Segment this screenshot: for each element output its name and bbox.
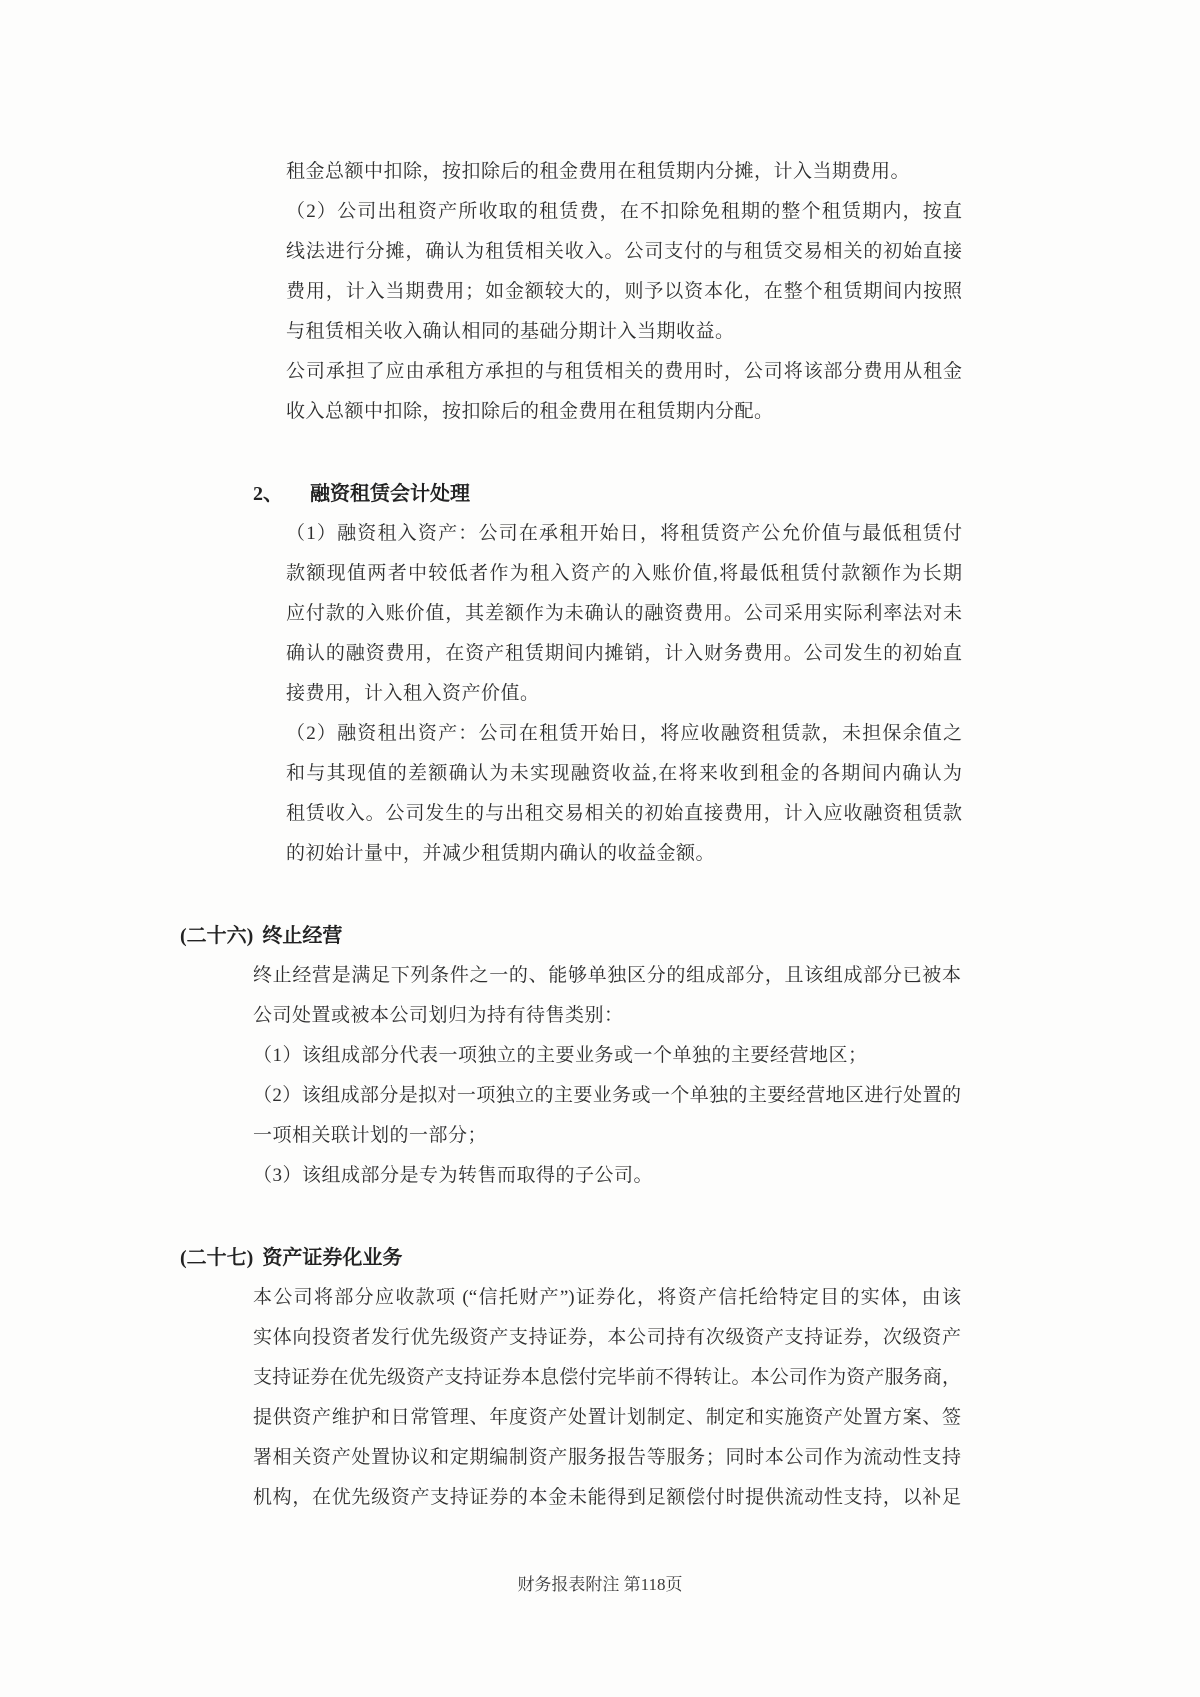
text-line: （1）融资租入资产：公司在承租开始日，将租赁资产公允价值与最低租赁付 (286, 523, 962, 544)
section-body (253, 956, 961, 1196)
section-body (286, 514, 962, 874)
text-line: 接费用，计入租入资产价值。 (286, 683, 540, 704)
text-line: 公司处置或被本公司划归为持有待售类别： (253, 1005, 624, 1026)
text-line: 租赁收入。公司发生的与出租交易相关的初始直接费用，计入应收融资租赁款 (286, 803, 962, 824)
text-line: 实体向投资者发行优先级资产支持证券，本公司持有次级资产支持证券，次级资产 (253, 1327, 961, 1348)
section-heading-finance-lease-accounting (253, 474, 1200, 514)
text-line: 应付款的入账价值，其差额作为未确认的融资费用。公司采用实际利率法对未 (286, 603, 962, 624)
text-line: （2）该组成部分是拟对一项独立的主要业务或一个单独的主要经营地区进行处置的 (253, 1085, 961, 1106)
section-heading-asset-securitization (180, 1238, 1200, 1278)
text-line: 署相关资产处置协议和定期编制资产服务报告等服务；同时本公司作为流动性支持 (253, 1447, 961, 1468)
section-title: 终止经营 (262, 925, 343, 947)
document-content (0, 152, 1200, 1518)
text-line: （1）该组成部分代表一项独立的主要业务或一个单独的主要经营地区； (253, 1045, 868, 1066)
text-line: （2）公司出租资产所收取的租赁费，在不扣除免租期的整个租赁期内，按直 (286, 201, 962, 222)
section-heading-discontinued-operations (180, 916, 1200, 956)
section-body (253, 1278, 961, 1518)
section-operating-lease-continued (0, 152, 1200, 432)
text-line: 公司承担了应由承租方承担的与租赁相关的费用时，公司将该部分费用从租金 (286, 361, 962, 382)
text-line: 机构，在优先级资产支持证券的本金未能得到足额偿付时提供流动性支持，以补足 (253, 1487, 961, 1508)
text-line: 款额现值两者中较低者作为租入资产的入账价值,将最低租赁付款额作为长期 (286, 563, 962, 584)
text-line: 确认的融资费用，在资产租赁期间内摊销，计入财务费用。公司发生的初始直 (286, 643, 962, 664)
section-body (286, 152, 962, 432)
text-line: 费用，计入当期费用；如金额较大的，则予以资本化，在整个租赁期间内按照 (286, 281, 962, 302)
section-number: 2、 (253, 483, 283, 505)
section-label: (二十六) (180, 925, 254, 947)
text-line: 支持证券在优先级资产支持证券本息偿付完毕前不得转让。本公司作为资产服务商， (253, 1367, 961, 1388)
text-line: 提供资产维护和日常管理、年度资产处置计划制定、制定和实施资产处置方案、签 (253, 1407, 961, 1428)
section-discontinued-operations (0, 916, 1200, 1196)
page-footer: 财务报表附注 第118页 (517, 1575, 683, 1594)
text-line: 和与其现值的差额确认为未实现融资收益,在将来收到租金的各期间内确认为 (286, 763, 962, 784)
section-title: 融资租赁会计处理 (310, 483, 470, 505)
section-finance-lease-accounting (0, 474, 1200, 874)
text-line: 终止经营是满足下列条件之一的、能够单独区分的组成部分，且该组成部分已被本 (253, 965, 961, 986)
section-title: 资产证券化业务 (262, 1247, 403, 1269)
text-line: 收入总额中扣除，按扣除后的租金费用在租赁期内分配。 (286, 401, 774, 422)
text-line: 的初始计量中，并减少租赁期内确认的收益金额。 (286, 843, 716, 864)
section-asset-securitization (0, 1238, 1200, 1518)
text-line: 租金总额中扣除，按扣除后的租金费用在租赁期内分摊，计入当期费用。 (286, 161, 911, 182)
text-line: 一项相关联计划的一部分； (253, 1125, 488, 1146)
text-line: 与租赁相关收入确认相同的基础分期计入当期收益。 (286, 321, 735, 342)
section-label: (二十七) (180, 1247, 254, 1269)
text-line: 本公司将部分应收款项 (“信托财产”)证券化，将资产信托给特定目的实体，由该 (253, 1287, 961, 1308)
text-line: （3）该组成部分是专为转售而取得的子公司。 (253, 1165, 654, 1186)
text-line: （2）融资租出资产：公司在租赁开始日，将应收融资租赁款，未担保余值之 (286, 723, 962, 744)
text-line: 线法进行分摊，确认为租赁相关收入。公司支付的与租赁交易相关的初始直接 (286, 241, 962, 262)
